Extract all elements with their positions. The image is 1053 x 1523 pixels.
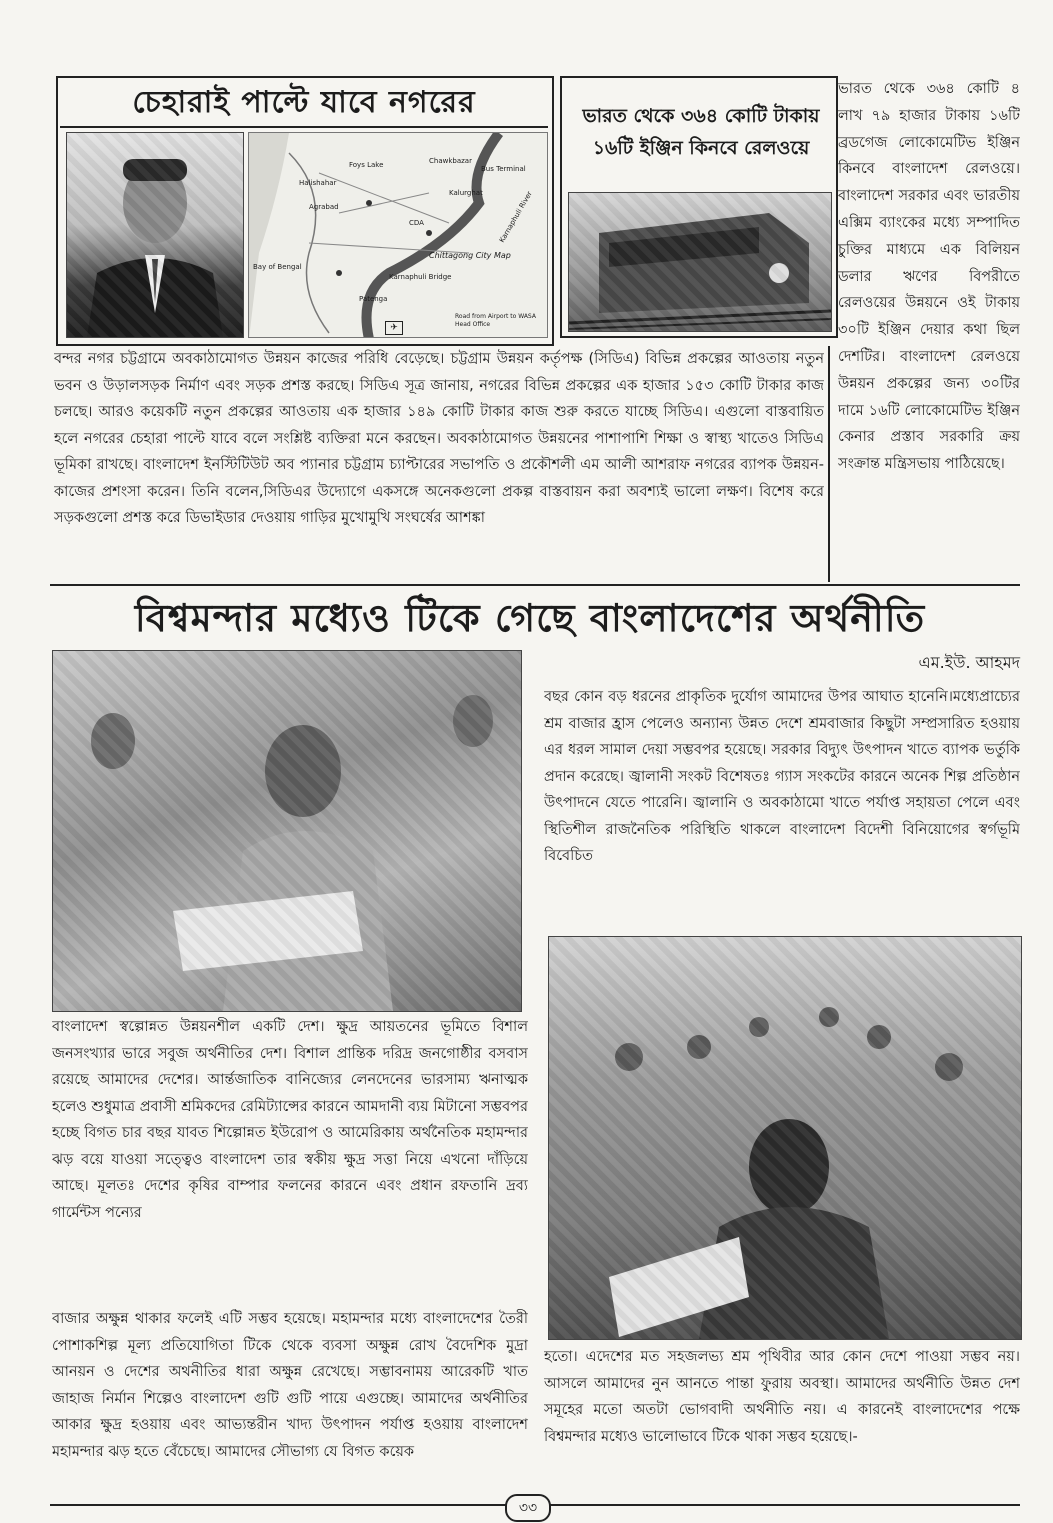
page-number: ৩৩ (505, 1494, 551, 1522)
locomotive-photo (568, 192, 832, 332)
chittagong-map (248, 132, 548, 338)
map-label: Patenga (359, 295, 388, 303)
map-label: Halishahar (299, 179, 337, 187)
economy-right-col: বছর কোন বড় ধরনের প্রাকৃতিক দুর্যোগ আমাদের উপর আঘাত হানেনি।মধ্যেপ্রাচ্যের শ্রম বাজার হ্রাস পেলেও অন্যান্য উন্নত দেশে শ্রমবাজার কিছুটা সম্প্রসারিত হওয়ায় এর ধরল সামাল দেয়া সম্ভবপর হয়েছে। সরকার বিদ্যুৎ উৎপাদন খাতে ব্যাপক ভর্তুকি প্রদান করেছে। জ্বালানী সংকট বিশেষতঃ গ্যাস সংকটের কারনে অনেক শিল্প প্রতিষ্ঠান উৎপাদনে যেতে পারেনি। জ্বালানি ও অবকাঠামো খাতে পর্যাপ্ত সহায়তা পেলে এবং স্থিতিশীল রাজনৈতিক পরিস্থিতি থাকলে বাংলাদেশ বিদেশী বিনিয়োগের স্বর্গভূমি বিবেচিত (544, 689, 1020, 864)
city-body: বন্দর নগর চট্টগ্রামে অবকাঠামোগত উন্নয়ন কাজের পরিধি বেড়েছে। চট্টগ্রাম উন্নয়ন কর্তৃপক্ষ (সিডিএ) বিভিন্ন প্রকল্পের আওতায় নতুন ভবন ও উড়ালসড়ক নির্মাণ এবং সড়ক প্রশস্ত করছে। সিডিএ সূত্র জানায়, নগরের বিভিন্ন প্রকল্পের এক হাজার ১৫৩ কোটি টাকার কাজ চলছে। আরও কয়েকটি নতুন প্রকল্পের আওতায় এক হাজার ১৪৯ কোটি টাকার কাজ শুরু করতে যাচ্ছে সিডিএ। এগুলো বাস্তবায়িত হলে নগরের চেহারা পাল্টে যাবে বলে সংশ্লিষ্ট ব্যক্তিরা মনে করছেন। অবকাঠামোগত উন্নয়নের পাশাপাশি শিক্ষা ও স্বাস্থ্য খাতেও সিডিএ ভূমিকা রাখছে। বাংলাদেশ ইনস্টিটিউট অব প্যানার চট্টগ্রাম চ্যাপ্টারের সভাপতি ও প্রকৌশলী এম আলী আশরাফ নগরের ব্যাপক উন্নয়ন-কাজের প্রশংসা করেন। তিনি বলেন,সিডিএর উদ্যোগে একসঙ্গে অনেকগুলো প্রকল্প বাস্তবায়ন করা অবশ্যই ভালো লক্ষণ। বিশেষ করে সড়কগুলো প্রশস্ত করে ডিভাইডার দেওয়ায় গাড়ির মুখোমুখি সংঘর্ষের আশঙ্কা (54, 351, 824, 526)
rail-body: ভারত থেকে ৩৬৪ কোটি ৪ লাখ ৭৯ হাজার টাকায় ১৬টি ব্রডগেজ লোকোমেটিভ ইঞ্জিন কিনবে বাংলাদেশ রেলওয়ে। বাংলাদেশ সরকার এবং ভারতীয় এক্সিম ব্যাংকের মধ্যে সম্পাদিত চুক্তির মাধ্যমে এক বিলিয়ন ডলার ঋণের বিপরীতে রেলওয়ের উন্নয়নে ওই টাকায় ৩০টি ইঞ্জিন দেয়ার কথা ছিল দেশটির। বাংলাদেশ রেলওয়ে উন্নয়ন প্রকল্পের জন্য ৩০টির দামে ১৬টি লোকোমেটিভ ইঞ্জিন কেনার প্রস্তাব সরকারি ক্রয় সংক্রান্ত মন্ত্রিসভায় পাঠিয়েছে। (838, 81, 1020, 473)
garment-factory-floor-photo (548, 936, 1022, 1340)
map-label: Kalurghat (449, 189, 483, 197)
map-label: Chawkbazar (429, 157, 472, 165)
economy-headline: বিশ্বমন্দার মধ্যেও টিকে গেছে বাংলাদেশের অর্থনীতি (134, 596, 926, 640)
map-label: Karnaphuli River (497, 189, 534, 245)
column-divider (828, 346, 830, 582)
map-label: Road from Airport to WASA Head Office (455, 313, 536, 328)
economy-left-col: বাংলাদেশ স্বল্পোন্নত উন্নয়নশীল একটি দেশ। ক্ষুদ্র আয়তনের ভূমিতে বিশাল জনসংখ্যার ভারে সবুজ অর্থনীতির দেশ। বিশাল প্রান্তিক দরিদ্র জনগোষ্ঠীর বসবাস রয়েছে আমাদের দেশের। আর্ন্তজাতিক বানিজ্যের লেনদেনের ভারসাম্য ঋনাত্মক হলেও শুধুমাত্র প্রবাসী শ্রমিকদের রেমিট্যান্সের কারনে আমদানী ব্যয় মিটানো সম্ভবপর হচ্ছে বিগত চার বছর যাবত শিল্পোন্নত ইউরোপ ও আমেরিকায় অর্থনৈতিক মহামন্দার ঝড় বয়ে যাওয়া সত্ত্বেও বাংলাদেশ তার স্বকীয় ক্ষুদ্র সত্তা নিয়ে এখনো দাঁড়িয়ে আছে। মূলতঃ দেশের কৃষির বাম্পার ফলনের কারনে এবং প্রধান রফতানি দ্রব্য গার্মেন্টস পন্যের (52, 1019, 528, 1221)
rail-headline: ভারত থেকে ৩৬৪ কোটি টাকায় ১৬টি ইঞ্জিন কিনবে রেলওয়ে (582, 105, 820, 159)
map-label: Bus Terminal (481, 165, 526, 173)
map-label: Foys Lake (349, 161, 384, 169)
map-label: Chittagong City Map (429, 251, 511, 260)
man-portrait-photo (66, 132, 244, 338)
section-rule-top (50, 584, 1020, 586)
author-byline: এম.ইউ. আহমদ (918, 653, 1020, 672)
garment-worker-sewing-photo (52, 650, 522, 1012)
map-label: Karnaphuli Bridge (389, 273, 452, 281)
map-label: Bay of Bengal (253, 263, 302, 271)
city-headline: চেহারাই পাল্টে যাবে নগরের (60, 80, 548, 128)
map-label: CDA (409, 219, 424, 227)
airplane-icon: ✈ (385, 321, 403, 335)
economy-left-col-continued: বাজার অক্ষুন্ন থাকার ফলেই এটি সম্ভব হয়েছে। মহামন্দার মধ্যে বাংলাদেশের তৈরী পোশাকশিল্প মূল্য প্রতিযোগিতা টিকে থেকে ব্যবসা অক্ষুন্ন রোখ বৈদেশিক মুদ্রা আনয়ন ও দেশের অথনীতির ধারা অক্ষুন্ন রেখেছে। সম্ভাবনাময় আরেকটি খাত জাহাজ নির্মান শিল্পেও বাংলাদেশ গুটি গুটি পায়ে এগুচ্ছে। আমাদের অর্থনীতির আকার ক্ষুদ্র হওয়ায় এবং আভ্যন্তরীন খাদ্য উৎপাদন পর্যাপ্ত হওয়ায় বাংলাদেশ মহামন্দার ঝড় হতে বেঁচেছে। আমাদের সৌভাগ্য যে বিগত কয়েক (52, 1311, 528, 1460)
economy-right-col-continued: হতো। এদেশের মত সহজলভ্য শ্রম পৃথিবীর আর কোন দেশে পাওয়া সম্ভব নয়। আসলে আমাদের নুন আনতে পান্তা ফুরায় অবস্থা। আমাদের অর্থনীতি উন্নত দেশ সমূহের মতো অতটা ভোগবাদী অর্থনীতি নয়। এ কারনেই বাংলাদেশের পক্ষে বিশ্বমন্দার মধ্যেও ভালোভাবে টিকে থাকা সম্ভব হয়েছে।- (544, 1349, 1020, 1445)
map-label: Agrabad (309, 203, 339, 211)
